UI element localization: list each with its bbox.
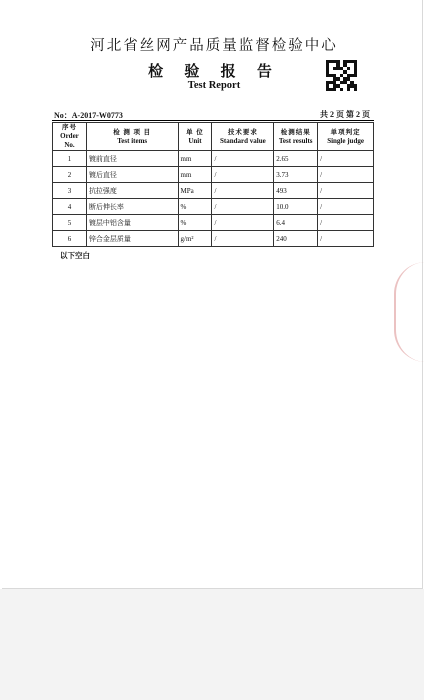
cell-standard: / (212, 151, 274, 167)
cell-judge: / (318, 231, 374, 247)
page-background (0, 589, 424, 700)
organization-title: 河北省丝网产品质量监督检验中心 (90, 38, 338, 54)
cell-result: 2.65 (274, 151, 318, 167)
cell-result: 6.4 (274, 215, 318, 231)
header-test-items: 检 测 项 目 Test items (86, 123, 178, 151)
header-standard: 技术要求 Standard value (212, 123, 274, 151)
cell-judge: / (318, 199, 374, 215)
cell-item: 断后伸长率 (86, 199, 178, 215)
cell-standard: / (212, 199, 274, 215)
cell-order: 6 (53, 231, 87, 247)
cell-item: 抗拉强度 (86, 183, 178, 199)
cell-item: 镀后直径 (86, 167, 178, 183)
report-page (2, 0, 423, 589)
cell-order: 5 (53, 215, 87, 231)
cell-judge: / (318, 215, 374, 231)
cell-result: 240 (274, 231, 318, 247)
report-title-cn: 检 验 报 告 (148, 62, 280, 80)
header-unit: 单 位 Unit (178, 123, 212, 151)
table-row (53, 231, 374, 247)
report-title-en: Test Report (187, 80, 241, 91)
cell-result: 3.73 (274, 167, 318, 183)
cell-order: 1 (53, 151, 87, 167)
cell-item: 锌合金层质量 (86, 231, 178, 247)
cell-order: 2 (53, 167, 87, 183)
cell-standard: / (212, 215, 274, 231)
cell-order: 4 (53, 199, 87, 215)
cell-unit: g/m² (178, 231, 212, 247)
cell-unit: % (178, 215, 212, 231)
cell-standard: / (212, 231, 274, 247)
cell-result: 10.0 (274, 199, 318, 215)
header-order: 序号 Order No. (53, 123, 87, 151)
cell-standard: / (212, 183, 274, 199)
cell-result: 493 (274, 183, 318, 199)
table-row (53, 183, 374, 199)
cell-unit: mm (178, 167, 212, 183)
cell-unit: MPa (178, 183, 212, 199)
cell-judge: / (318, 167, 374, 183)
cell-standard: / (212, 167, 274, 183)
results-table (52, 122, 374, 247)
table-row (53, 151, 374, 167)
table-row (53, 199, 374, 215)
cell-item: 镀前直径 (86, 151, 178, 167)
cell-unit: % (178, 199, 212, 215)
table-row (53, 167, 374, 183)
header-results: 检测结果 Test results (274, 123, 318, 151)
cell-judge: / (318, 151, 374, 167)
seal-stamp-edge (394, 262, 424, 362)
blank-below-note: 以下空白 (60, 251, 90, 260)
table-header-row (53, 123, 374, 151)
cell-judge: / (318, 183, 374, 199)
qr-code-icon (326, 60, 357, 91)
cell-unit: mm (178, 151, 212, 167)
report-number: No：A-2017-W0773 (54, 111, 123, 120)
header-judge: 单项判定 Single judge (318, 123, 374, 151)
header-rule (52, 120, 374, 121)
cell-item: 镀层中铝含量 (86, 215, 178, 231)
page-indicator: 共 2 页 第 2 页 (320, 110, 370, 119)
cell-order: 3 (53, 183, 87, 199)
table-row (53, 215, 374, 231)
